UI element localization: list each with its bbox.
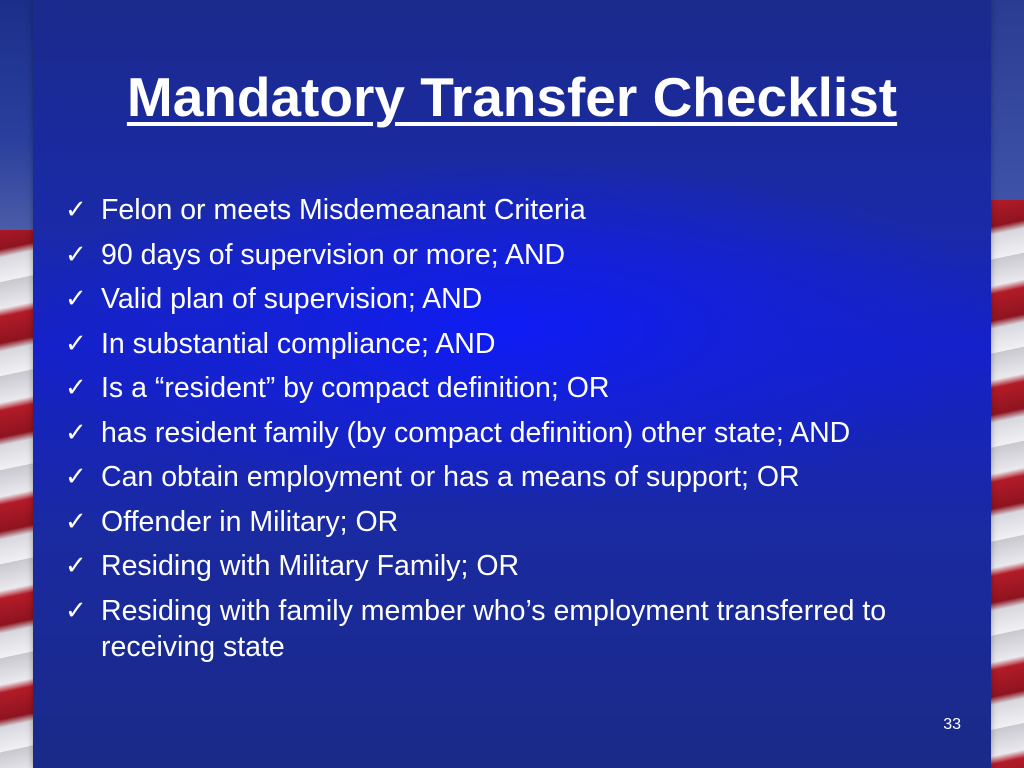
content-panel [33, 0, 991, 768]
checkmark-icon: ✓ [65, 195, 87, 225]
checklist-item-text: In substantial compliance; AND [101, 327, 496, 360]
checkmark-icon: ✓ [65, 595, 87, 626]
checkmark-icon: ✓ [65, 462, 87, 492]
checkmark-icon: ✓ [65, 239, 87, 270]
checklist-item-text: Is a “resident” by compact definition; OR [101, 372, 610, 404]
checklist-item [65, 593, 965, 665]
checklist [65, 192, 965, 673]
checkmark-icon: ✓ [65, 328, 87, 359]
page-number: 33 [943, 716, 961, 733]
flag-canton-right [988, 0, 1024, 200]
checkmark-icon: ✓ [65, 551, 87, 581]
checklist-item [65, 370, 965, 406]
checklist-item-text: Felon or meets Misdemeanant Criteria [101, 194, 586, 226]
checklist-item [65, 548, 965, 584]
checklist-item-text: has resident family (by compact definition) other state; AND [101, 416, 851, 449]
checkmark-icon: ✓ [65, 506, 87, 537]
checklist-item [65, 281, 965, 317]
checklist-item [65, 192, 965, 228]
checklist-item-text: Residing with family member who’s employment transferred to receiving state [101, 594, 887, 663]
checkmark-icon: ✓ [65, 373, 87, 403]
checklist-item [65, 326, 965, 362]
checklist-item-text: Valid plan of supervision; AND [101, 283, 483, 315]
checklist-item [65, 415, 965, 451]
checklist-item [65, 504, 965, 540]
checklist-item [65, 459, 965, 495]
checklist-item-text: Offender in Military; OR [101, 505, 399, 538]
checkmark-icon: ✓ [65, 417, 87, 448]
slide-title: Mandatory Transfer Checklist [126, 66, 898, 128]
checklist-item-text: 90 days of supervision or more; AND [101, 238, 566, 271]
checklist-item [65, 237, 965, 273]
checklist-item-text: Residing with Military Family; OR [101, 550, 520, 582]
checklist-item-text: Can obtain employment or has a means of support; OR [101, 461, 800, 493]
checkmark-icon: ✓ [65, 284, 87, 314]
